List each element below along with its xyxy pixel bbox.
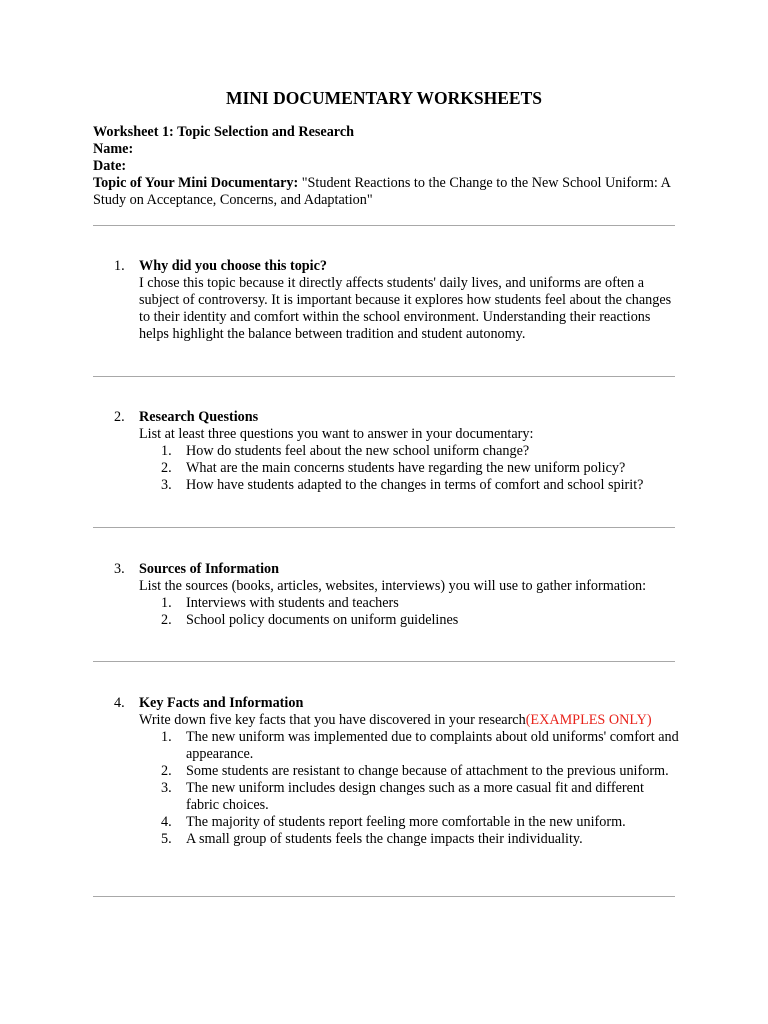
divider <box>93 376 675 377</box>
divider <box>93 527 675 528</box>
section-instruction: Write down five key facts that you have discovered in your research <box>139 712 526 728</box>
item-text: School policy documents on uniform guidelines <box>186 612 459 628</box>
name-label: Name: <box>93 141 134 157</box>
worksheet-label: Worksheet 1: Topic Selection and Research <box>93 124 355 140</box>
topic-value: "Student Reactions to the Change to the New School Uniform: A Study on Acceptance, Concerns, and Adaptation" <box>93 175 671 208</box>
examples-note: (EXAMPLES ONLY) <box>525 712 652 728</box>
worksheet-header <box>93 124 683 209</box>
section-body <box>139 258 679 343</box>
question-list <box>139 443 679 494</box>
divider <box>93 661 675 662</box>
section-text: List the sources (books, articles, websites, interviews) you will use to gather information: <box>139 578 647 594</box>
section-number: 3. <box>114 561 125 577</box>
section-number: 1. <box>114 258 125 274</box>
item-number: 3. <box>161 477 172 493</box>
item-number: 2. <box>161 763 172 779</box>
divider <box>93 225 675 226</box>
list-item <box>139 443 679 460</box>
section-heading: Key Facts and Information <box>139 695 304 711</box>
facts-list <box>139 729 679 848</box>
item-text: The new uniform was implemented due to complaints about old uniforms' comfort and appearance. <box>186 729 679 762</box>
item-number: 1. <box>161 595 172 611</box>
item-text: The new uniform includes design changes such as a more casual fit and different fabric choices. <box>186 780 644 813</box>
item-text: A small group of students feels the change impacts their individuality. <box>186 831 583 847</box>
section-body <box>139 409 679 494</box>
list-item <box>139 814 679 831</box>
section-text: List at least three questions you want to answer in your documentary: <box>139 426 534 442</box>
section-heading: Sources of Information <box>139 561 280 577</box>
list-item <box>139 831 679 848</box>
section-number: 4. <box>114 695 125 711</box>
date-label: Date: <box>93 158 127 174</box>
list-item <box>139 595 679 612</box>
list-item <box>139 477 679 494</box>
item-number: 1. <box>161 729 172 745</box>
section-text <box>139 712 679 729</box>
section-heading: Research Questions <box>139 409 259 425</box>
list-item <box>139 729 679 763</box>
item-text: Interviews with students and teachers <box>186 595 399 611</box>
item-number: 2. <box>161 460 172 476</box>
list-item <box>139 460 679 477</box>
sources-list <box>139 595 679 629</box>
section-body <box>139 561 679 629</box>
item-number: 1. <box>161 443 172 459</box>
topic-line <box>93 175 683 209</box>
divider <box>93 896 675 897</box>
list-item <box>139 780 679 814</box>
section-number: 2. <box>114 409 125 425</box>
item-number: 2. <box>161 612 172 628</box>
item-text: Some students are resistant to change because of attachment to the previous uniform. <box>186 763 669 779</box>
section-heading: Why did you choose this topic? <box>139 258 328 274</box>
item-number: 5. <box>161 831 172 847</box>
section-text: I chose this topic because it directly affects students' daily lives, and uniforms are often a subject of controversy. It is important because it explores how students feel about the changes to their identity and comfort within the school environment. Understanding their reactions helps highlight the balance between tradition and student autonomy. <box>139 275 672 342</box>
item-text: How have students adapted to the changes in terms of comfort and school spirit? <box>186 477 644 493</box>
topic-label: Topic of Your Mini Documentary: <box>93 175 299 191</box>
list-item <box>139 763 679 780</box>
item-text: How do students feel about the new school uniform change? <box>186 443 530 459</box>
page-title: MINI DOCUMENTARY WORKSHEETS <box>225 88 543 108</box>
item-text: The majority of students report feeling more comfortable in the new uniform. <box>186 814 626 830</box>
list-item <box>139 612 679 629</box>
section-body <box>139 695 679 848</box>
item-number: 3. <box>161 780 172 796</box>
item-number: 4. <box>161 814 172 830</box>
item-text: What are the main concerns students have regarding the new uniform policy? <box>186 460 626 476</box>
